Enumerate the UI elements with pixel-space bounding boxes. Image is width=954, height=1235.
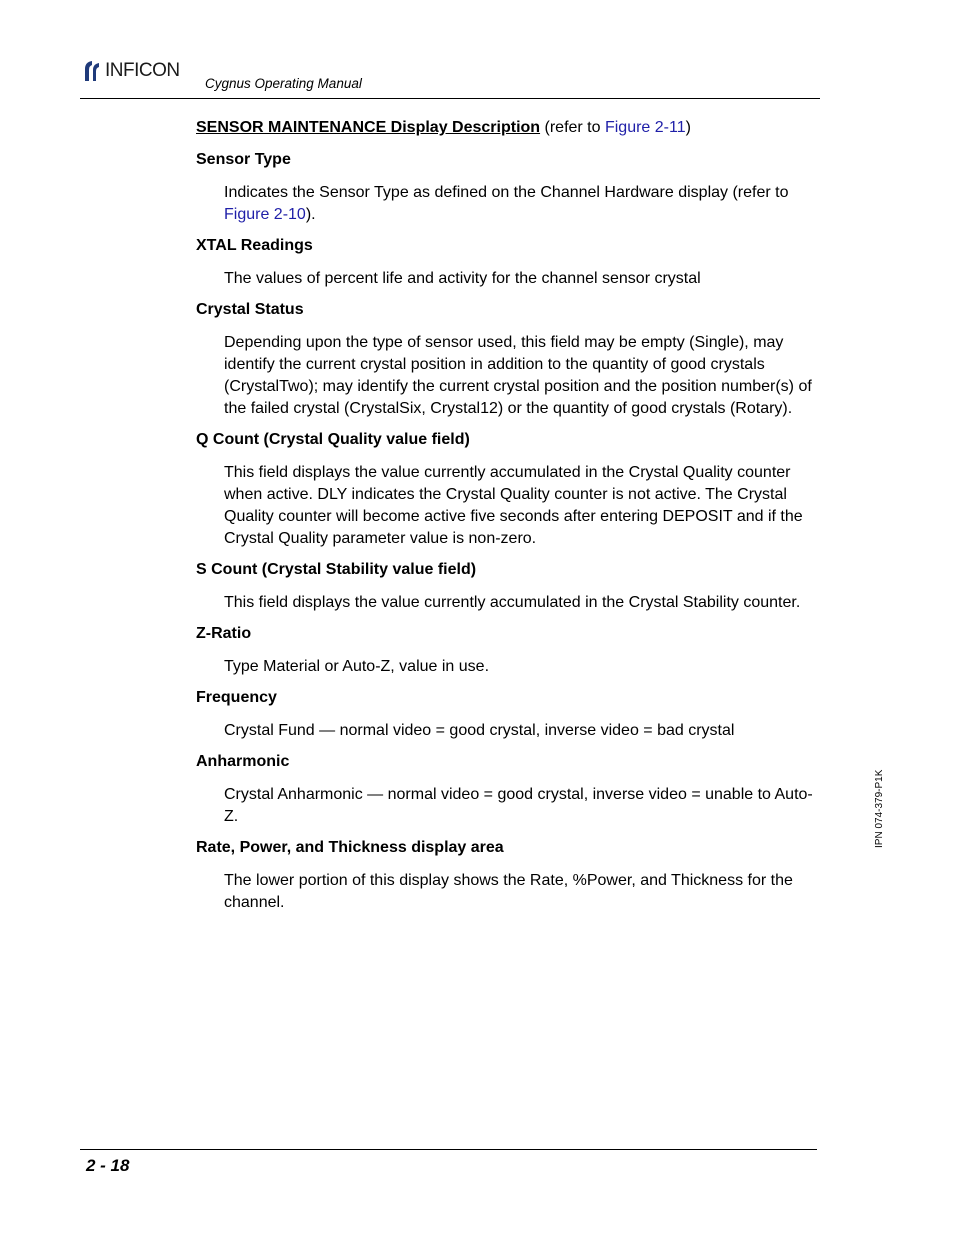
ipn-side-label: IPN 074-379-P1K	[874, 769, 885, 848]
term-q-count: Q Count (Crystal Quality value field)	[196, 431, 470, 448]
footer-divider	[80, 1149, 817, 1150]
desc-q-count: This field displays the value currently accumulated in the Crystal Quality counter when active. DLY indicates the Crystal Quality counter is not active. The Crystal Quality counter will become active five seconds after entering DEPOSIT and if the Crystal Quality parameter value is non-zero.	[224, 464, 803, 547]
page-number: 2 - 18	[86, 1156, 130, 1175]
desc-sensor-type	[224, 182, 816, 226]
desc-z-ratio: Type Material or Auto-Z, value in use.	[224, 658, 490, 675]
figure-2-11-link[interactable]: Figure 2-11	[604, 119, 686, 136]
page-content	[196, 118, 816, 924]
desc-anharmonic: Crystal Anharmonic — normal video = good crystal, inverse video = unable to Auto-Z.	[224, 786, 813, 825]
section-intro	[196, 118, 816, 138]
term-s-count: S Count (Crystal Stability value field)	[196, 561, 477, 578]
inficon-logo	[81, 58, 180, 84]
desc-sensor-type-end: ).	[305, 206, 316, 223]
term-frequency: Frequency	[196, 689, 277, 706]
header-divider	[80, 98, 820, 99]
inficon-logo-mark-icon	[81, 59, 103, 83]
term-sensor-type: Sensor Type	[196, 151, 291, 168]
desc-frequency: Crystal Fund — normal video = good crystal, inverse video = bad crystal	[224, 722, 735, 739]
desc-s-count: This field displays the value currently accumulated in the Crystal Stability counter.	[224, 594, 801, 611]
term-z-ratio: Z-Ratio	[196, 625, 252, 642]
intro-pre-ref: (refer to	[540, 119, 605, 136]
figure-2-10-link[interactable]: Figure 2-10	[224, 206, 306, 223]
desc-rate-power-thickness: The lower portion of this display shows the Rate, %Power, and Thickness for the channel.	[224, 872, 793, 911]
section-heading: SENSOR MAINTENANCE Display Description	[196, 119, 541, 136]
term-rate-power-thickness: Rate, Power, and Thickness display area	[196, 839, 504, 856]
desc-crystal-status: Depending upon the type of sensor used, this field may be empty (Single), may identify the current crystal position in addition to the quantity of good crystals (CrystalTwo); may identify the current crystal position and the position number(s) of the failed crystal (CrystalSix, Crystal12) or the quantity of good crystals (Rotary).	[224, 334, 812, 417]
term-anharmonic: Anharmonic	[196, 753, 290, 770]
brand-name: INFICON	[105, 60, 180, 81]
desc-sensor-type-text: Indicates the Sensor Type as defined on the Channel Hardware display (refer to	[224, 184, 789, 201]
manual-title: Cygnus Operating Manual	[205, 76, 362, 91]
term-crystal-status: Crystal Status	[196, 301, 304, 318]
desc-xtal-readings: The values of percent life and activity for the channel sensor crystal	[224, 270, 701, 287]
intro-post-ref: )	[685, 119, 691, 136]
term-xtal-readings: XTAL Readings	[196, 237, 313, 254]
